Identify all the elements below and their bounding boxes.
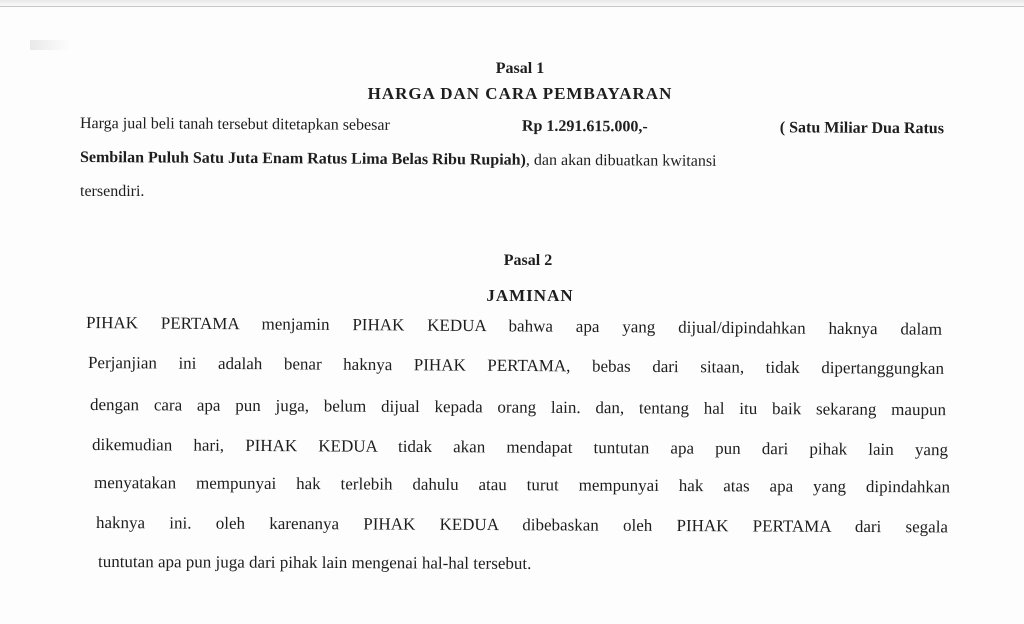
- pasal-2-line-3: dengan cara apa pun juga, belum dijual kepada orang lain. dan, tentang hal itu baik sekarang maupun: [89, 395, 947, 420]
- pasal-2-line-2: Perjanjian ini adalah benar haknya PIHAK PERTAMA, bebas dari sitaan, tidak dipertanggungkan: [87, 353, 945, 378]
- pasal-1-number: Pasal 1: [495, 60, 545, 77]
- pasal-2-line-5: menyatakan mempunyai hak terlebih dahulu atau turut mempunyai hak atas apa yang dipindahkan: [93, 473, 951, 497]
- scan-shadow: [30, 40, 70, 50]
- price-amount: Rp 1.291.615.000,-: [521, 117, 648, 136]
- pasal-1-line-3: tersendiri.: [80, 183, 145, 200]
- pasal-1-title: HARGA DAN CARA PEMBAYARAN: [367, 84, 673, 103]
- page-top-border: [0, 6, 1024, 7]
- pasal-1-line-2-text: , dan akan dibuatkan kwitansi: [525, 151, 717, 170]
- price-words-end: Sembilan Puluh Satu Juta Enam Ratus Lima Belas Ribu Rupiah): [79, 149, 526, 169]
- pasal-2-line-4: dikemudian hari, PIHAK KEDUA tidak akan mendapat tuntutan apa pun dari pihak lain yang: [91, 435, 949, 460]
- pasal-2-line-1: PIHAK PERTAMA menjamin PIHAK KEDUA bahwa apa yang dijual/dipindahkan haknya dalam: [85, 313, 943, 339]
- price-words-start: ( Satu Miliar Dua Ratus: [779, 119, 945, 138]
- pasal-2-line-6: haknya ini. oleh karenanya PIHAK KEDUA dibebaskan oleh PIHAK PERTAMA dari segala: [95, 513, 949, 537]
- pasal-2-line-7: tuntutan apa pun juga dari pihak lain mengenai hal-hal tersebut.: [97, 552, 532, 573]
- pasal-2-title: JAMINAN: [486, 286, 574, 305]
- pasal-1-line-1-text: Harga jual beli tanah tersebut ditetapkan sebesar: [79, 115, 390, 134]
- pasal-1-line-2: [80, 148, 944, 173]
- pasal-2-number: Pasal 2: [503, 252, 553, 269]
- pasal-1-line-1: [80, 114, 944, 139]
